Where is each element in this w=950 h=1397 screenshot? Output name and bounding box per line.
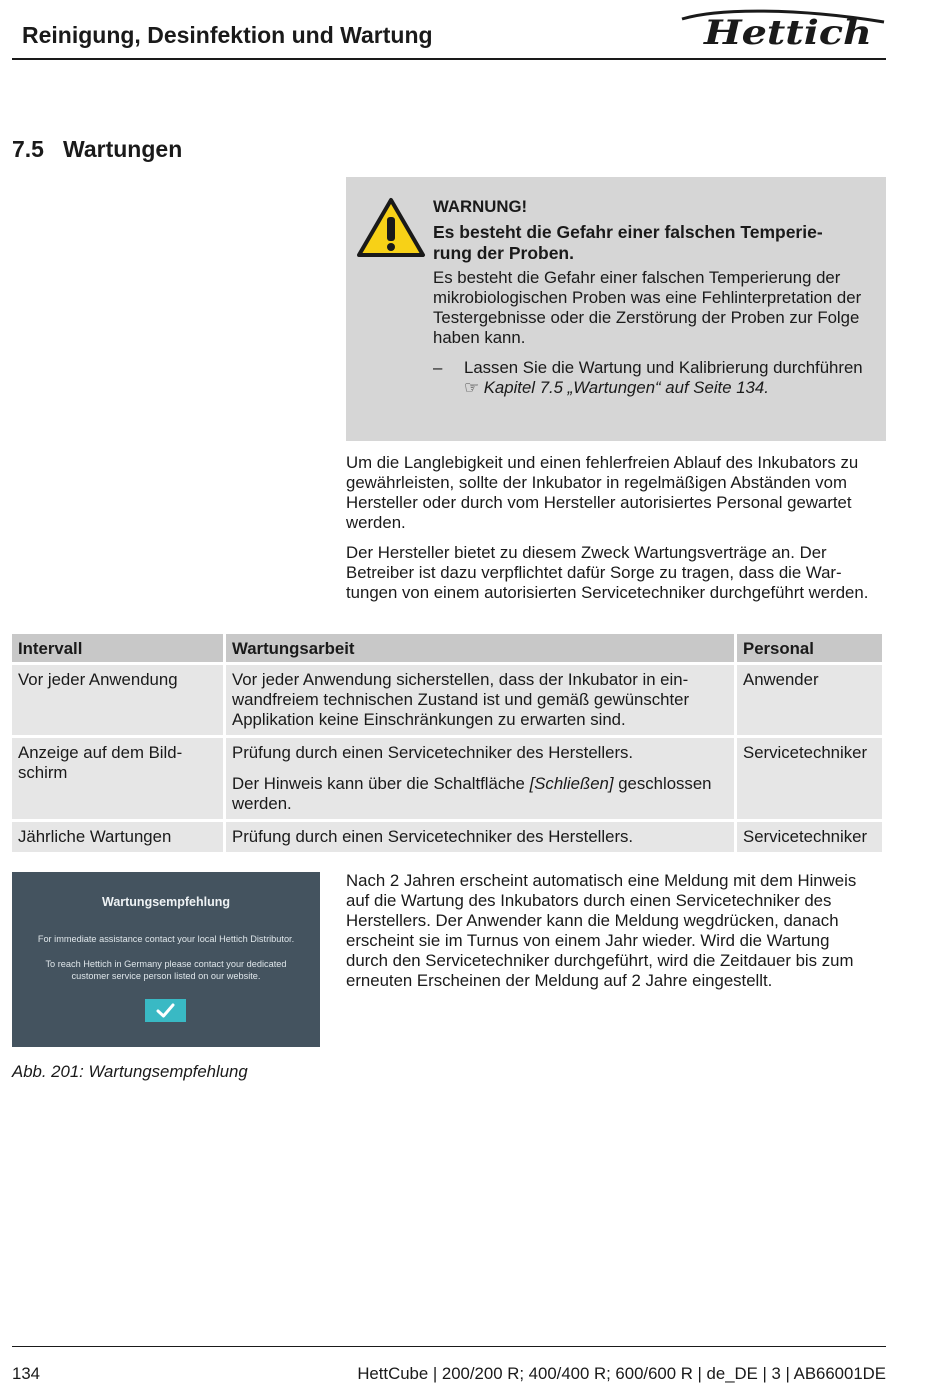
close-button-reference: [Schließen] (529, 774, 614, 793)
row-task: Vor jeder Anwendung sicherstellen, dass der Inkubator in einwandfreiem technischen Zustand ist und gemäß gewünschter Applikation keine Einschränkungen zu erwarten sind. (226, 665, 734, 735)
hettich-logo (678, 6, 888, 50)
row-staff: Servicetechniker (737, 738, 882, 819)
footer-rule (12, 1346, 886, 1347)
chapter-title: Reinigung, Desinfektion und Wartung (22, 22, 433, 48)
row-interval: Anzeige auf dem Bildschirm (12, 738, 223, 819)
screen-assistance-text: For immediate assistance contact your local Hettich Distributor. (37, 934, 295, 944)
warning-triangle-icon (356, 197, 426, 259)
row-staff: Servicetechniker (737, 822, 882, 852)
checkmark-icon (145, 999, 186, 1022)
notification-paragraph: Nach 2 Jahren erscheint automatisch eine Meldung mit dem Hinweis auf die Wartung des Inkubators durch einen Servicetechniker des Herstellers. Der Anwender kann die Meldung wegdrücken, danach erscheint sie im Turnus von einem Jahr wieder. Wird die Wartung durch den Servicetechniker durchgeführt, wird die Zeitdauer bis zum erneuten Erscheinen der Meldung auf 2 Jahre eingestellt. (346, 871, 857, 990)
document-info: HettCube | 200/200 R; 400/400 R; 600/600 R | de_DE | 3 | AB66001DE (357, 1364, 886, 1383)
table-row (12, 665, 882, 735)
row-staff: Anwender (737, 665, 882, 735)
row-task (226, 738, 734, 819)
contract-paragraph: Der Hersteller bietet zu diesem Zweck Wartungsverträge an. Der Betreiber ist dazu verpflichtet dafür Sorge zu tragen, dass die Wartungen von einem autorisierten Servicetechniker durchgeführt werden. (346, 543, 869, 602)
maintenance-recommendation-screen (12, 872, 320, 1047)
figure-caption: Abb. 201: Wartungsempfehlung (12, 1062, 248, 1081)
table-header-row (12, 634, 882, 662)
header-interval: Intervall (12, 634, 223, 662)
screen-contact-text: To reach Hettich in Germany please contact your dedicated customer service person listed on our website. (45, 959, 287, 981)
confirm-button[interactable] (145, 999, 186, 1022)
header-task: Wartungsarbeit (226, 634, 734, 662)
section-number: 7.5 (12, 136, 44, 162)
header-staff: Personal (737, 634, 882, 662)
warning-label: WARNUNG! (433, 197, 528, 216)
table-row (12, 738, 882, 819)
row-task-note: Der Hinweis kann über die Schaltfläche [Schließen] geschlossen werden. (232, 774, 712, 813)
table-row (12, 822, 882, 852)
row-task: Prüfung durch einen Servicetechniker des Herstellers. (226, 822, 734, 852)
cross-reference-icon: ☞ (464, 378, 480, 397)
header-rule (12, 58, 886, 60)
section-title: Wartungen (63, 136, 183, 162)
intro-paragraph: Um die Langlebigkeit und einen fehlerfreien Ablauf des Inkubators zu gewährleisten, sollte der Inkubator in regelmäßigen Abständen vom Hersteller oder durch vom Hersteller autorisiertes Personal gewartet werden. (346, 453, 859, 532)
warning-action-dash: – (433, 358, 443, 377)
logo-text: Hettich (702, 13, 872, 50)
warning-cross-reference-link[interactable]: Kapitel 7.5 „Wartungen“ auf Seite 134. (483, 378, 769, 397)
section-heading (12, 136, 182, 163)
page-number: 134 (12, 1364, 40, 1383)
screen-title: Wartungsempfehlung (101, 895, 230, 909)
warning-action-text: Lassen Sie die Wartung und Kalibrierung durchführen (464, 358, 863, 377)
warning-action (464, 358, 864, 398)
warning-body: Es besteht die Gefahr einer falschen Temperierung der mikrobiologischen Proben was eine Fehlinterpretation der Testergebnisse oder die Zerstörung der Proben zur Folge haben kann. (433, 268, 862, 347)
warning-headline: Es besteht die Gefahr einer falschen Temperierung der Proben. (433, 222, 823, 263)
row-task-text: Prüfung durch einen Servicetechniker des Herstellers. (232, 743, 634, 762)
maintenance-table (9, 631, 885, 855)
row-interval: Jährliche Wartungen (12, 822, 223, 852)
row-interval: Vor jeder Anwendung (12, 665, 223, 735)
